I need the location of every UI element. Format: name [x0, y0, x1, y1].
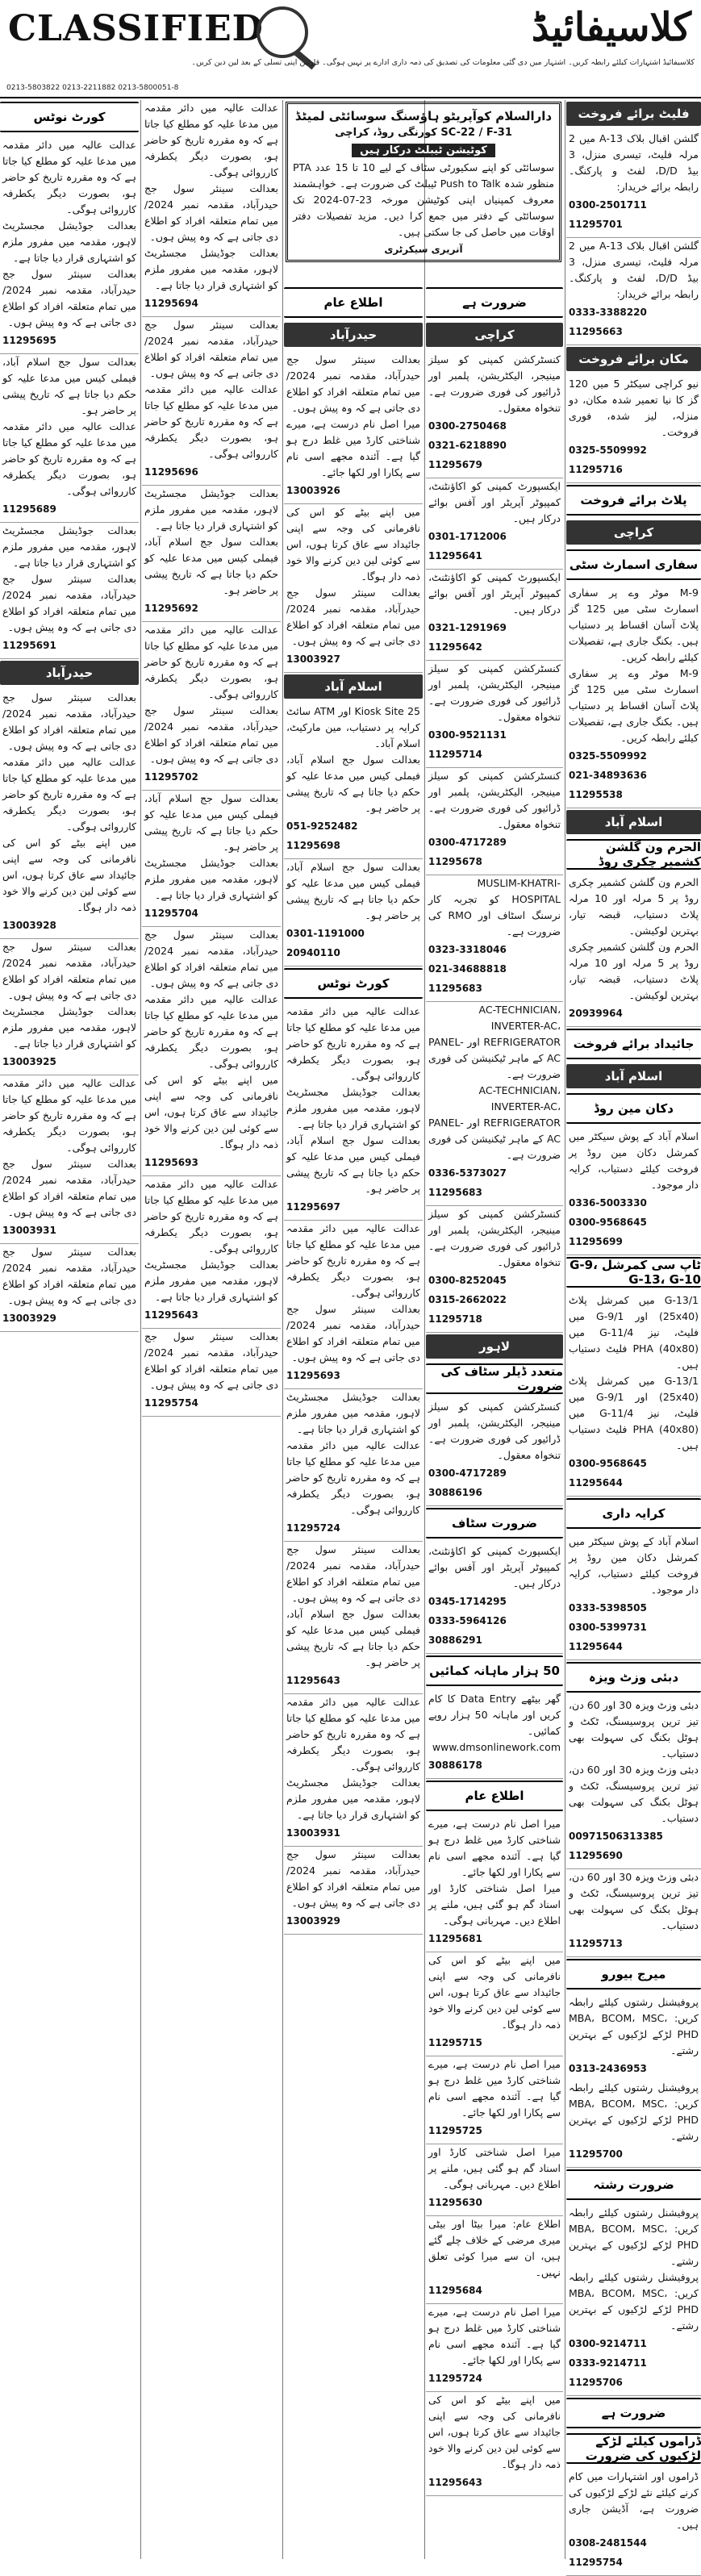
ad-flat[interactable]: گلشن اقبال بلاک 13-A میں 2 مرلہ فلیٹ، تیسری منزل، 3 بیڈ D/D، لفٹ و پارکنگ۔ رابطہ برائے خریدار: 0300-2501711 11295701: [566, 131, 701, 238]
ad-shop[interactable]: اسلام آباد کے پوش سیکٹر میں کمرشل دکان مین روڈ پر فروخت کیلئے دستیاب، کرایہ دار موجود۔ 0336-5003330 0300-9568645 11295699: [566, 1129, 701, 1255]
ad-notice-1[interactable]: میرا اصل نام درست ہے، میرے شناختی کارڈ میں غلط درج ہو گیا ہے۔ آئندہ مجھے اسی نام سے پکارا اور لکھا جائے۔ میرا اصل شناختی کارڈ اور اسناد گم ہو گئی ہیں، ملنے پر اطلاع دیں۔ مہربانی ہوگی۔ 11295681: [426, 1816, 563, 1952]
header-property-sale: جائیداد برائے فروخت: [566, 1029, 701, 1059]
ad-notice-7[interactable]: میں اپنے بیٹے کو اس کی نافرمانی کی وجہ سے اپنی جائیداد سے عاق کرتا ہوں، اس سے کوئی لین دین کرنے والا خود ذمہ دار ہوگا۔ 11295643: [426, 2392, 563, 2496]
ad-kiosk[interactable]: Kiosk Site 25 اور ATM سائٹ کرایہ پر دستیاب، مین مارکیٹ، اسلام آباد۔ بعدالت سول جج اسلام آباد، فیملی کیس میں مدعا علیہ کو حکم دیا جاتا ہے کہ تاریخ پیشی پر حاضر ہو۔ 051-9252482 11295698: [284, 703, 423, 859]
ad-c2-1[interactable]: عدالت عالیہ میں دائر مقدمہ میں مدعا علیہ کو مطلع کیا جاتا ہے کہ وہ مقررہ تاریخ کو حاضر ہو، بصورت دیگر یکطرفہ کارروائی ہوگی۔ بعدالت سینئر سول جج حیدرآباد، مقدمہ نمبر 2024/ میں تمام متعلقہ افراد کو اطلاع دی جاتی ہے کہ وہ پیش ہوں۔ بعدالت جوڈیشل مجسٹریٹ لاہور، مقدمہ میں مفرور ملزم کو اشتہاری قرار دیا جاتا ہے۔ 11295694: [142, 100, 281, 317]
ad-notice-2[interactable]: میں اپنے بیٹے کو اس کی نافرمانی کی وجہ سے اپنی جائیداد سے عاق کرتا ہوں، اس سے کوئی لین دین کرنے والا خود ذمہ دار ہوگا۔ 11295715: [426, 1952, 563, 2056]
ad-hyd-1[interactable]: بعدالت سینئر سول جج حیدرآباد، مقدمہ نمبر 2024/ میں تمام متعلقہ افراد کو اطلاع دی جاتی ہے کہ وہ پیش ہوں۔ میرا اصل نام درست ہے، میرے شناختی کارڈ میں غلط درج ہو گیا ہے۔ آئندہ مجھے اسی نام سے پکارا اور لکھا جائے۔ 13003926: [284, 352, 423, 504]
header-hyderabad-2: حیدرآباد: [0, 661, 139, 685]
column-court-1: [0, 100, 139, 2559]
header-public-notice-2: اطلاع عام: [284, 287, 423, 318]
ad-c2-5[interactable]: بعدالت سول جج اسلام آباد، فیملی کیس میں مدعا علیہ کو حکم دیا جاتا ہے کہ تاریخ پیشی پر حاضر ہو۔ بعدالت جوڈیشل مجسٹریٹ لاہور، مقدمہ میں مفرور ملزم کو اشتہاری قرار دیا جاتا ہے۔ 11295704: [142, 791, 281, 927]
featured-line1: دارالسلام کوآپریٹو ہاؤسنگ سوسائٹی لمیٹڈ: [294, 109, 553, 123]
header-drama: ڈراموں کیلئے لڑکے لڑکیوں کی ضرورت: [566, 2433, 701, 2464]
ad-court-6[interactable]: بعدالت سینئر سول جج حیدرآباد، مقدمہ نمبر 2024/ میں تمام متعلقہ افراد کو اطلاع دی جاتی ہے کہ وہ پیش ہوں۔ 13003929: [284, 1847, 423, 1935]
ad-court-1[interactable]: عدالت عالیہ میں دائر مقدمہ میں مدعا علیہ کو مطلع کیا جاتا ہے کہ وہ مقررہ تاریخ کو حاضر ہو، بصورت دیگر یکطرفہ کارروائی ہوگی۔ بعدالت جوڈیشل مجسٹریٹ لاہور، مقدمہ میں مفرور ملزم کو اشتہاری قرار دیا جاتا ہے۔ بعدالت سول جج اسلام آباد، فیملی کیس میں مدعا علیہ کو حکم دیا جاتا ہے کہ تاریخ پیشی پر حاضر ہو۔ 11295697: [284, 1004, 423, 1221]
header-top-commercial: ٹاپ سی کمرشل G-9، G-13، G-10: [566, 1257, 701, 1288]
ad-job-1[interactable]: کنسٹرکشن کمپنی کو سیلز مینیجر، الیکٹریشن، پلمبر اور ڈرائیور کی فوری ضرورت ہے۔ تنخواہ معقول۔ 0300-2750468 0321-6218890 11295679: [426, 352, 563, 478]
ad-c2-3[interactable]: بعدالت جوڈیشل مجسٹریٹ لاہور، مقدمہ میں مفرور ملزم کو اشتہاری قرار دیا جاتا ہے۔ بعدالت سول جج اسلام آباد، فیملی کیس میں مدعا علیہ کو حکم دیا جاتا ہے کہ تاریخ پیشی پر حاضر ہو۔ 11295692: [142, 486, 281, 622]
header-islamabad: اسلام آباد: [566, 810, 701, 834]
ad-proposal[interactable]: پروفیشنل رشتوں کیلئے رابطہ کریں: MBA، BCOM، MSC، PHD لڑکے لڑکیوں کے بہترین رشتے۔ پروفیشنل رشتوں کیلئے رابطہ کریں: MBA، BCOM، MSC، PHD لڑکے لڑکیوں کے بہترین رشتے۔ 0300-9214711 0333-9214711 11295706: [566, 2205, 701, 2396]
header-rent: کرایہ داری: [566, 1498, 701, 1529]
ad-job-5[interactable]: کنسٹرکشن کمپنی کو سیلز مینیجر، الیکٹریشن، پلمبر اور ڈرائیور کی فوری ضرورت ہے۔ تنخواہ معقول۔ 0300-4717289 11295678: [426, 768, 563, 875]
column-divider: [140, 100, 141, 2559]
featured-tag: کوٹیشن ٹیبلٹ درکار ہیں: [352, 144, 495, 157]
ad-marriage[interactable]: پروفیشنل رشتوں کیلئے رابطہ کریں: MBA، BCOM، MSC، PHD لڑکے لڑکیوں کے بہترین رشتے۔ 0313-2436953 پروفیشنل رشتوں کیلئے رابطہ کریں: MBA، BCOM، MSC، PHD لڑکے لڑکیوں کے بہترین رشتے۔ 11295700: [566, 1994, 701, 2168]
classified-title: CLASSIFIED: [8, 8, 264, 49]
ad-hospital[interactable]: MUSLIM-KHATRI-HOSPITAL کو تجربہ کار نرسنگ اسٹاف اور RMO کی ضرورت ہے۔ 0323-3318046 021-34688818 11295683: [426, 875, 563, 1002]
masthead-notice: کلاسیفائیڈ اشتہارات کیلئے رابطہ کریں۔ اشتہار میں دی گئی معلومات کی تصدیق کی ذمہ داری ادارے پر نہیں ہوگی۔ قارئین اپنی تسلی کے بعد لین دین کریں۔: [191, 58, 695, 67]
ad-court-2[interactable]: عدالت عالیہ میں دائر مقدمہ میں مدعا علیہ کو مطلع کیا جاتا ہے کہ وہ مقررہ تاریخ کو حاضر ہو، بصورت دیگر یکطرفہ کارروائی ہوگی۔ بعدالت سینئر سول جج حیدرآباد، مقدمہ نمبر 2024/ میں تمام متعلقہ افراد کو اطلاع دی جاتی ہے کہ وہ پیش ہوں۔ 11295693: [284, 1221, 423, 1389]
ad-dealer[interactable]: کنسٹرکشن کمپنی کو سیلز مینیجر، الیکٹریشن، پلمبر اور ڈرائیور کی فوری ضرورت ہے۔ تنخواہ معقول۔ 0300-4717289 30886196: [426, 1399, 563, 1506]
header-proposal: ضرورت رشتہ: [566, 2169, 701, 2200]
ad-flat-2[interactable]: گلشن اقبال بلاک 13-A میں 2 مرلہ فلیٹ، تیسری منزل، 3 بیڈ D/D، لفٹ و پارکنگ۔ رابطہ برائے خریدار: 0333-3388220 11295663: [566, 238, 701, 345]
ad-c1-7[interactable]: بعدالت سینئر سول جج حیدرآباد، مقدمہ نمبر 2024/ میں تمام متعلقہ افراد کو اطلاع دی جاتی ہے کہ وہ پیش ہوں۔ 13003929: [0, 1244, 139, 1332]
featured-sign: آنریری سیکرٹری: [384, 244, 463, 255]
header-public-notice: اطلاع عام: [426, 1781, 563, 1811]
ad-dubai[interactable]: دبئی وزٹ ویزہ 30 اور 60 دن، تیز ترین پروسیسنگ، ٹکٹ و ہوٹل بکنگ کی سہولت بھی دستیاب۔ دبئی وزٹ ویزہ 30 اور 60 دن، تیز ترین پروسیسنگ، ٹکٹ و ہوٹل بکنگ کی سہولت بھی دستیاب۔ 00971506313385 11295690: [566, 1697, 701, 1869]
ad-safari[interactable]: M-9 موٹر وے پر سفاری اسمارٹ سٹی میں 125 گز پلاٹ آسان اقساط پر دستیاب ہیں۔ بکنگ جاری ہے، تفصیلات کیلئے رابطہ کریں۔ M-9 موٹر وے پر سفاری اسمارٹ سٹی میں 125 گز پلاٹ آسان اقساط پر دستیاب ہیں۔ بکنگ جاری ہے، تفصیلات کیلئے رابطہ کریں۔ 0325-5509992 021-34893636 11295538: [566, 585, 701, 808]
header-al-haram: الحرم ون گلشن کشمیر چکری روڈ: [566, 839, 701, 870]
header-court-notice: کورٹ نوٹس: [284, 968, 423, 999]
header-karachi-2: کراچی: [426, 323, 563, 347]
header-karachi: کراچی: [566, 520, 701, 545]
ad-c1-1[interactable]: عدالت عالیہ میں دائر مقدمہ میں مدعا علیہ کو مطلع کیا جاتا ہے کہ وہ مقررہ تاریخ کو حاضر ہو، بصورت دیگر یکطرفہ کارروائی ہوگی۔ بعدالت جوڈیشل مجسٹریٹ لاہور، مقدمہ میں مفرور ملزم کو اشتہاری قرار دیا جاتا ہے۔ بعدالت سینئر سول جج حیدرآباد، مقدمہ نمبر 2024/ میں تمام متعلقہ افراد کو اطلاع دی جاتی ہے کہ وہ پیش ہوں۔ 11295695: [0, 137, 139, 354]
featured-ad[interactable]: [284, 100, 563, 267]
header-required: ضرورت ہے: [566, 2398, 701, 2428]
ad-notice-3[interactable]: میرا اصل نام درست ہے، میرے شناختی کارڈ میں غلط درج ہو گیا ہے۔ آئندہ مجھے اسی نام سے پکارا اور لکھا جائے۔ 11295725: [426, 2056, 563, 2144]
ad-c1-6[interactable]: عدالت عالیہ میں دائر مقدمہ میں مدعا علیہ کو مطلع کیا جاتا ہے کہ وہ مقررہ تاریخ کو حاضر ہو، بصورت دیگر یکطرفہ کارروائی ہوگی۔ بعدالت سینئر سول جج حیدرآباد، مقدمہ نمبر 2024/ میں تمام متعلقہ افراد کو اطلاع دی جاتی ہے کہ وہ پیش ہوں۔ 13003931: [0, 1075, 139, 1244]
ad-c1-2[interactable]: بعدالت سول جج اسلام آباد، فیملی کیس میں مدعا علیہ کو حکم دیا جاتا ہے کہ تاریخ پیشی پر حاضر ہو۔ عدالت عالیہ میں دائر مقدمہ میں مدعا علیہ کو مطلع کیا جاتا ہے کہ وہ مقررہ تاریخ کو حاضر ہو، بصورت دیگر یکطرفہ کارروائی ہوگی۔ 11295689: [0, 354, 139, 523]
ad-job-4[interactable]: کنسٹرکشن کمپنی کو سیلز مینیجر، الیکٹریشن، پلمبر اور ڈرائیور کی فوری ضرورت ہے۔ تنخواہ معقول۔ 0300-9521131 11295714: [426, 661, 563, 768]
header-dealer-staff: متعدد ڈیلر سٹاف کی ضرورت: [426, 1363, 563, 1394]
column-divider: [282, 100, 283, 2559]
ad-data-entry[interactable]: گھر بیٹھے Data Entry کا کام کریں اور ماہانہ 50 ہزار روپے کمائیں۔ www.dmsonlinework.com 30886178: [426, 1691, 563, 1779]
header-dubai-visa: دبئی وزٹ ویزہ: [566, 1662, 701, 1693]
ad-dubai-2[interactable]: دبئی وزٹ ویزہ 30 اور 60 دن، تیز ترین پروسیسنگ، ٹکٹ و ہوٹل بکنگ کی سہولت بھی دستیاب۔ 11295713: [566, 1869, 701, 1957]
ad-c2-6[interactable]: بعدالت سینئر سول جج حیدرآباد، مقدمہ نمبر 2024/ میں تمام متعلقہ افراد کو اطلاع دی جاتی ہے کہ وہ پیش ہوں۔ عدالت عالیہ میں دائر مقدمہ میں مدعا علیہ کو مطلع کیا جاتا ہے کہ وہ مقررہ تاریخ کو حاضر ہو، بصورت دیگر یکطرفہ کارروائی ہوگی۔ میں اپنے بیٹے کو اس کی نافرمانی کی وجہ سے اپنی جائیداد سے عاق کرتا ہوں، اس سے کوئی لین دین کرنے والا خود ذمہ دار ہوگا۔ 11295693: [142, 927, 281, 1176]
featured-line2: SC-22 / F-31 کورنگی روڈ، کراچی: [335, 127, 512, 139]
header-fifty-thousand: 50 ہزار ماہانہ کمائیں: [426, 1655, 563, 1686]
ad-isb-2[interactable]: بعدالت سول جج اسلام آباد، فیملی کیس میں مدعا علیہ کو حکم دیا جاتا ہے کہ تاریخ پیشی پر حاضر ہو۔ 0301-1191000 20940110: [284, 859, 423, 967]
ad-job-6[interactable]: کنسٹرکشن کمپنی کو سیلز مینیجر، الیکٹریشن، پلمبر اور ڈرائیور کی فوری ضرورت ہے۔ تنخواہ معقول۔ 0300-8252045 0315-2662022 11295718: [426, 1206, 563, 1333]
ad-job-2[interactable]: ایکسپورٹ کمپنی کو اکاؤنٹنٹ، کمپیوٹر آپریٹر اور آفس بوائے درکار ہیں۔ 0301-1712006 11295641: [426, 478, 563, 570]
column-court-2: [142, 100, 281, 2559]
ad-court-3[interactable]: بعدالت جوڈیشل مجسٹریٹ لاہور، مقدمہ میں مفرور ملزم کو اشتہاری قرار دیا جاتا ہے۔ عدالت عالیہ میں دائر مقدمہ میں مدعا علیہ کو مطلع کیا جاتا ہے کہ وہ مقررہ تاریخ کو حاضر ہو، بصورت دیگر یکطرفہ کارروائی ہوگی۔ 11295724: [284, 1389, 423, 1542]
ad-court-5[interactable]: عدالت عالیہ میں دائر مقدمہ میں مدعا علیہ کو مطلع کیا جاتا ہے کہ وہ مقررہ تاریخ کو حاضر ہو، بصورت دیگر یکطرفہ کارروائی ہوگی۔ بعدالت جوڈیشل مجسٹریٹ لاہور، مقدمہ میں مفرور ملزم کو اشتہاری قرار دیا جاتا ہے۔ 13003931: [284, 1694, 423, 1847]
ad-notice-5[interactable]: اطلاع عام: میرا بیٹا اور بیٹی میری مرضی کے خلاف چلے گئے ہیں، ان سے میرا کوئی تعلق نہیں۔ 11295684: [426, 2216, 563, 2304]
masthead-phones: 0213-5803822 0213-2211882 0213-5800051-8: [6, 84, 179, 92]
classified-title-urdu: کلاسیفائیڈ: [531, 5, 691, 50]
column-jobs-karachi: [426, 286, 563, 2559]
header-staff-required: ضرورت سٹاف: [426, 1508, 563, 1539]
header-hyderabad: حیدرآباد: [284, 323, 423, 347]
ad-c1-5[interactable]: بعدالت سینئر سول جج حیدرآباد، مقدمہ نمبر 2024/ میں تمام متعلقہ افراد کو اطلاع دی جاتی ہے کہ وہ پیش ہوں۔ بعدالت جوڈیشل مجسٹریٹ لاہور، مقدمہ میں مفرور ملزم کو اشتہاری قرار دیا جاتا ہے۔ 13003925: [0, 939, 139, 1075]
ad-drama[interactable]: ڈراموں اور اشتہارات میں کام کرنے کیلئے نئے لڑکے لڑکیوں کی ضرورت ہے، آڈیشن جاری ہیں۔ 0308-2481544 11295754: [566, 2469, 701, 2576]
ad-commercial[interactable]: G-13/1 میں کمرشل پلاٹ (25x40) اور G-9/1 میں فلیٹ، نیز G-11/4 میں (40x80) PHA فلیٹ دستیاب ہیں۔ G-13/1 میں کمرشل پلاٹ (25x40) اور G-9/1 میں فلیٹ، نیز G-11/4 میں (40x80) PHA فلیٹ دستیاب ہیں۔ 0300-9568645 11295644: [566, 1292, 701, 1497]
header-flat-for-sale: فلیٹ برائے فروخت: [566, 102, 701, 126]
ad-job-3[interactable]: ایکسپورٹ کمپنی کو اکاؤنٹنٹ، کمپیوٹر آپریٹر اور آفس بوائے درکار ہیں۔ 0321-1291969 11295642: [426, 570, 563, 661]
column-property: [566, 100, 701, 2568]
ad-c2-2[interactable]: بعدالت سینئر سول جج حیدرآباد، مقدمہ نمبر 2024/ میں تمام متعلقہ افراد کو اطلاع دی جاتی ہے کہ وہ پیش ہوں۔ عدالت عالیہ میں دائر مقدمہ میں مدعا علیہ کو مطلع کیا جاتا ہے کہ وہ مقررہ تاریخ کو حاضر ہو، بصورت دیگر یکطرفہ کارروائی ہوگی۔ 11295696: [142, 317, 281, 486]
header-shop: دکان مین روڈ: [566, 1093, 701, 1124]
ad-c1-4[interactable]: بعدالت سینئر سول جج حیدرآباد، مقدمہ نمبر 2024/ میں تمام متعلقہ افراد کو اطلاع دی جاتی ہے کہ وہ پیش ہوں۔ عدالت عالیہ میں دائر مقدمہ میں مدعا علیہ کو مطلع کیا جاتا ہے کہ وہ مقررہ تاریخ کو حاضر ہو، بصورت دیگر یکطرفہ کارروائی ہوگی۔ میں اپنے بیٹے کو اس کی نافرمانی کی وجہ سے اپنی جائیداد سے عاق کرتا ہوں، اس سے کوئی لین دین کرنے والا خود ذمہ دار ہوگا۔ 13003928: [0, 690, 139, 939]
ad-rent[interactable]: اسلام آباد کے پوش سیکٹر میں کمرشل دکان مین روڈ پر فروخت کیلئے دستیاب، کرایہ دار موجود۔ 0333-5398505 0300-5399731 11295644: [566, 1534, 701, 1660]
header-islamabad-3: اسلام آباد: [284, 674, 423, 699]
ad-ac-technician[interactable]: AC-TECHNICIAN، INVERTER-AC، REFRIGERATOR اور PANEL-AC کے ماہر ٹیکنیشن کی فوری ضرورت ہے۔ AC-TECHNICIAN، INVERTER-AC، REFRIGERATOR اور PANEL-AC کے ماہر ٹیکنیشن کی فوری ضرورت ہے۔ 0336-5373027 11295683: [426, 1002, 563, 1206]
header-required-2: ضرورت ہے: [426, 287, 563, 318]
column-notices-hyd: [284, 286, 423, 2559]
ad-c2-4[interactable]: عدالت عالیہ میں دائر مقدمہ میں مدعا علیہ کو مطلع کیا جاتا ہے کہ وہ مقررہ تاریخ کو حاضر ہو، بصورت دیگر یکطرفہ کارروائی ہوگی۔ بعدالت سینئر سول جج حیدرآباد، مقدمہ نمبر 2024/ میں تمام متعلقہ افراد کو اطلاع دی جاتی ہے کہ وہ پیش ہوں۔ 11295702: [142, 622, 281, 791]
ad-hyd-2[interactable]: میں اپنے بیٹے کو اس کی نافرمانی کی وجہ سے اپنی جائیداد سے عاق کرتا ہوں، اس سے کوئی لین دین کرنے والا خود ذمہ دار ہوگا۔ بعدالت سینئر سول جج حیدرآباد، مقدمہ نمبر 2024/ میں تمام متعلقہ افراد کو اطلاع دی جاتی ہے کہ وہ پیش ہوں۔ 13003927: [284, 504, 423, 673]
magnifier-icon: [257, 6, 308, 58]
column-divider: [424, 100, 425, 2559]
header-islamabad-2: اسلام آباد: [566, 1064, 701, 1088]
ad-al-haram[interactable]: الحرم ون گلشن کشمیر چکری روڈ پر 5 مرلہ اور 10 مرلہ پلاٹ دستیاب، قبضہ تیار، بہترین لوکیشن۔ الحرم ون گلشن کشمیر چکری روڈ پر 5 مرلہ اور 10 مرلہ پلاٹ دستیاب، قبضہ تیار، بہترین لوکیشن۔ 20939964: [566, 875, 701, 1027]
ad-notice-6[interactable]: میرا اصل نام درست ہے، میرے شناختی کارڈ میں غلط درج ہو گیا ہے۔ آئندہ مجھے اسی نام سے پکارا اور لکھا جائے۔ 11295724: [426, 2304, 563, 2392]
ad-c1-3[interactable]: بعدالت جوڈیشل مجسٹریٹ لاہور، مقدمہ میں مفرور ملزم کو اشتہاری قرار دیا جاتا ہے۔ بعدالت سینئر سول جج حیدرآباد، مقدمہ نمبر 2024/ میں تمام متعلقہ افراد کو اطلاع دی جاتی ہے کہ وہ پیش ہوں۔ 11295691: [0, 523, 139, 659]
header-plot-for-sale: پلاٹ برائے فروخت: [566, 485, 701, 516]
featured-body: سوسائٹی کو اپنے سکیورٹی سٹاف کے لیے 10 تا 15 عدد PTA منظور شدہ Push to Talk ٹیبلٹ کی ضرورت ہے۔ خواہشمند معروف کمپنیاں اپنی کوٹیشن مورخہ 23-07-2024 تک سوسائٹی کے دفتر میں جمع کرا دیں۔ مزید تفصیلات دفتر اوقات میں حاصل کی جا سکتی ہیں۔: [293, 161, 554, 238]
ad-notice-4[interactable]: میرا اصل شناختی کارڈ اور اسناد گم ہو گئی ہیں، ملنے پر اطلاع دیں۔ مہربانی ہوگی۔ 11295630: [426, 2144, 563, 2216]
header-safari-city: سفاری اسمارٹ سٹی: [566, 549, 701, 580]
header-marriage-bureau: میرج بیورو: [566, 1959, 701, 1989]
masthead: [0, 0, 701, 98]
ad-house[interactable]: نیو کراچی سیکٹر 5 میں 120 گز کا نیا تعمیر شدہ مکان، دو منزلہ، لیز شدہ، فوری فروخت۔ 0325-5509992 11295716: [566, 376, 701, 483]
header-lahore: لاہور: [426, 1334, 563, 1359]
ad-court-4[interactable]: بعدالت سینئر سول جج حیدرآباد، مقدمہ نمبر 2024/ میں تمام متعلقہ افراد کو اطلاع دی جاتی ہے کہ وہ پیش ہوں۔ بعدالت سول جج اسلام آباد، فیملی کیس میں مدعا علیہ کو حکم دیا جاتا ہے کہ تاریخ پیشی پر حاضر ہو۔ 11295643: [284, 1542, 423, 1694]
header-house-for-sale: مکان برائے فروخت: [566, 347, 701, 371]
ad-staff[interactable]: ایکسپورٹ کمپنی کو اکاؤنٹنٹ، کمپیوٹر آپریٹر اور آفس بوائے درکار ہیں۔ 0345-1714295 0333-5964126 30886291: [426, 1543, 563, 1654]
ad-c2-7[interactable]: عدالت عالیہ میں دائر مقدمہ میں مدعا علیہ کو مطلع کیا جاتا ہے کہ وہ مقررہ تاریخ کو حاضر ہو، بصورت دیگر یکطرفہ کارروائی ہوگی۔ بعدالت جوڈیشل مجسٹریٹ لاہور، مقدمہ میں مفرور ملزم کو اشتہاری قرار دیا جاتا ہے۔ 11295643: [142, 1176, 281, 1329]
header-court-notice-2: کورٹ نوٹس: [0, 102, 139, 132]
ad-c2-8[interactable]: بعدالت سینئر سول جج حیدرآباد، مقدمہ نمبر 2024/ میں تمام متعلقہ افراد کو اطلاع دی جاتی ہے کہ وہ پیش ہوں۔ 11295754: [142, 1329, 281, 1417]
